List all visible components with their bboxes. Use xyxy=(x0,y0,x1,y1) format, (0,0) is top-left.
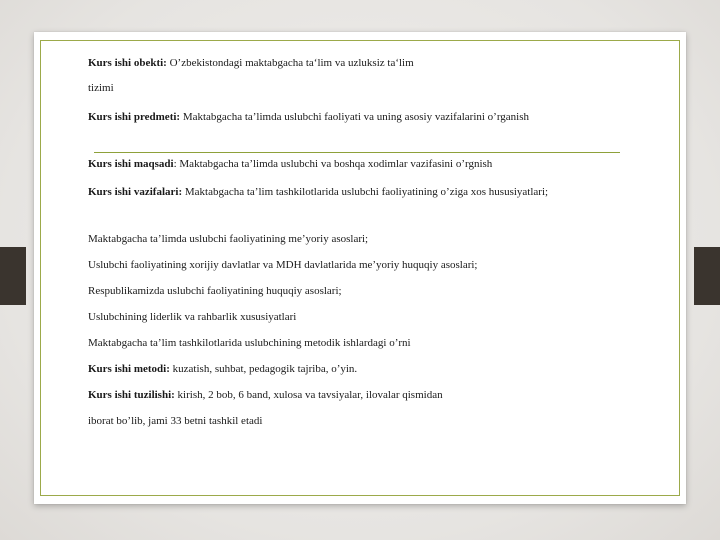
metodi-line xyxy=(88,362,357,376)
maqsadi-line xyxy=(88,157,492,171)
task-item: Uslubchi faoliyatining xorijiy davlatlar va MDH davlatlarida me’yoriy huquqiy asoslari; xyxy=(88,259,478,271)
task-item: Uslubchining liderlik va rahbarlik xususiyatlari xyxy=(88,311,297,323)
predmeti-label: Kurs ishi predmeti: xyxy=(88,111,181,123)
task-item: Maktabgacha ta’limda uslubchi faoliyatining me’yoriy asoslari; xyxy=(88,233,369,245)
maqsadi-text: : Maktabgacha ta’limda uslubchi va boshqa xodimlar vazifasini o’rgnish xyxy=(173,158,493,170)
predmeti-text: Maktabgacha ta’limda uslubchi faoliyati va uning asosiy vazifalarini o’rganish xyxy=(180,111,530,123)
task-item: Maktabgacha ta’lim tashkilotlarida uslubchining metodik ishlardagi o’rni xyxy=(88,337,411,349)
maqsadi-label: Kurs ishi maqsadi xyxy=(88,158,174,170)
metodi-text: kuzatish, suhbat, pedagogik tajriba, o’yin. xyxy=(169,363,358,375)
right-side-tab xyxy=(694,247,720,305)
tuzilishi-label: Kurs ishi tuzilishi: xyxy=(88,389,175,401)
vazifalari-text: Maktabgacha ta’lim tashkilotlarida uslubchi faoliyatining o’ziga xos hususiyatlari; xyxy=(182,186,549,198)
obekt-continuation: tizimi xyxy=(88,82,114,94)
obekt-text: O’zbekistondagi maktabgacha ta‘lim va uzluksiz ta‘lim xyxy=(166,57,414,69)
tuzilishi-text: kirish, 2 bob, 6 band, xulosa va tavsiyalar, ilovalar qismidan xyxy=(174,389,443,401)
obekt-line xyxy=(88,56,414,70)
left-side-tab xyxy=(0,247,26,305)
task-item: Respublikamizda uslubchi faoliyatining huquqiy asoslari; xyxy=(88,285,342,297)
tuzilishi-line xyxy=(88,388,443,402)
tuzilishi-continuation: iborat bo’lib, jami 33 betni tashkil etadi xyxy=(88,415,263,427)
obekt-label: Kurs ishi obekti: xyxy=(88,57,167,69)
metodi-label: Kurs ishi metodi: xyxy=(88,363,170,375)
predmeti-line xyxy=(88,107,563,127)
vazifalari-label: Kurs ishi vazifalari: xyxy=(88,186,183,198)
vazifalari-line xyxy=(88,182,563,202)
accent-divider xyxy=(94,152,620,153)
